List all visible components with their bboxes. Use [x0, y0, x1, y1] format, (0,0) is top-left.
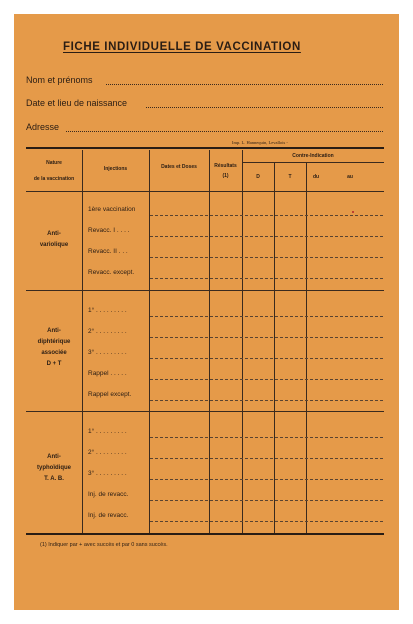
card-title: FICHE INDIVIDUELLE DE VACCINATION: [63, 41, 301, 53]
group-divider-2: [26, 411, 384, 412]
field-line-name[interactable]: [106, 84, 383, 85]
group-label-line: Anti-: [47, 454, 61, 460]
entry-row[interactable]: [150, 236, 383, 237]
injection-label: Inj. de revacc.: [88, 512, 129, 519]
group-label-line: diphtérique: [37, 339, 71, 345]
group-label-line: Anti-: [47, 328, 61, 334]
entry-row[interactable]: [150, 278, 383, 279]
table-bottom-border: [26, 533, 384, 535]
entry-row[interactable]: [150, 458, 383, 459]
entry-row[interactable]: [150, 521, 383, 522]
entry-row[interactable]: [150, 358, 383, 359]
footnote: (1) Indiquer par + avec succès et par 0 sans succès.: [40, 542, 168, 548]
header-bottom-rule: [26, 191, 384, 192]
header-d: D: [256, 174, 260, 180]
field-label-address: Adresse: [26, 122, 60, 132]
field-line-birth[interactable]: [146, 107, 383, 108]
col-rule-4: [242, 150, 243, 533]
header-resultats-label: Résultats: [214, 163, 237, 169]
entry-row[interactable]: [150, 379, 383, 380]
injection-label: Inj. de revacc.: [88, 491, 129, 498]
group-label-typhoidique: [24, 452, 84, 485]
header-du: du: [312, 174, 320, 180]
entry-row[interactable]: [150, 400, 383, 401]
group-label-line: T. A. B.: [44, 476, 64, 482]
entry-row[interactable]: [150, 257, 383, 258]
printer-mark: Imp. L. Hannequin, Levallois -: [232, 140, 288, 145]
injection-label: Rappel . . . . .: [88, 370, 127, 377]
group-label-line: typhoïdique: [37, 465, 71, 471]
injection-label: 1° . . . . . . . . .: [88, 428, 127, 435]
injection-label: 1ère vaccination: [88, 206, 136, 213]
ink-speck: [352, 211, 354, 213]
col-rule-5: [274, 163, 275, 533]
injection-label: Revacc. II . . .: [88, 248, 128, 255]
group-divider-1: [26, 290, 384, 291]
injection-label: Revacc. except.: [88, 269, 135, 276]
header-nature: [28, 159, 80, 183]
injection-label: 2° . . . . . . . . .: [88, 449, 127, 456]
group-label-line: associée: [41, 350, 67, 356]
header-injections: Injections: [103, 166, 128, 172]
field-label-birth: Date et lieu de naissance: [26, 98, 128, 108]
entry-row[interactable]: [150, 479, 383, 480]
group-label-variolique: [24, 229, 84, 251]
group-label-line: variolique: [39, 242, 69, 248]
header-nature-line1: Nature: [46, 160, 62, 166]
group-label-line: Anti-: [47, 231, 61, 237]
header-t: T: [288, 174, 292, 180]
col-rule-2: [149, 150, 150, 533]
header-resultats: [210, 162, 241, 180]
injection-label: 3° . . . . . . . . .: [88, 470, 127, 477]
header-nature-line2: de la vaccination: [33, 176, 75, 182]
entry-row[interactable]: [150, 337, 383, 338]
entry-row[interactable]: [150, 215, 383, 216]
entry-row[interactable]: [150, 500, 383, 501]
col-rule-6: [306, 163, 307, 533]
contre-indication-rule: [242, 162, 384, 163]
injection-label: 3° . . . . . . . . .: [88, 349, 127, 356]
table-top-border: [26, 147, 384, 149]
header-resultats-note: (1): [222, 173, 229, 179]
entry-row[interactable]: [150, 316, 383, 317]
injection-label: 2° . . . . . . . . .: [88, 328, 127, 335]
group-label-line: D + T: [46, 361, 62, 367]
header-contre-indication: Contre-Indication: [292, 153, 334, 159]
header-dates: Dates et Doses: [161, 164, 197, 170]
injection-label: 1° . . . . . . . . .: [88, 307, 127, 314]
injection-label: Rappel except.: [88, 391, 132, 398]
injection-label: Revacc. I . . . .: [88, 227, 130, 234]
group-label-diphterique: [24, 326, 84, 370]
header-au: au: [347, 174, 353, 180]
col-rule-3: [209, 150, 210, 533]
field-line-address[interactable]: [66, 131, 383, 132]
entry-row[interactable]: [150, 437, 383, 438]
field-label-name: Nom et prénoms: [26, 75, 93, 85]
